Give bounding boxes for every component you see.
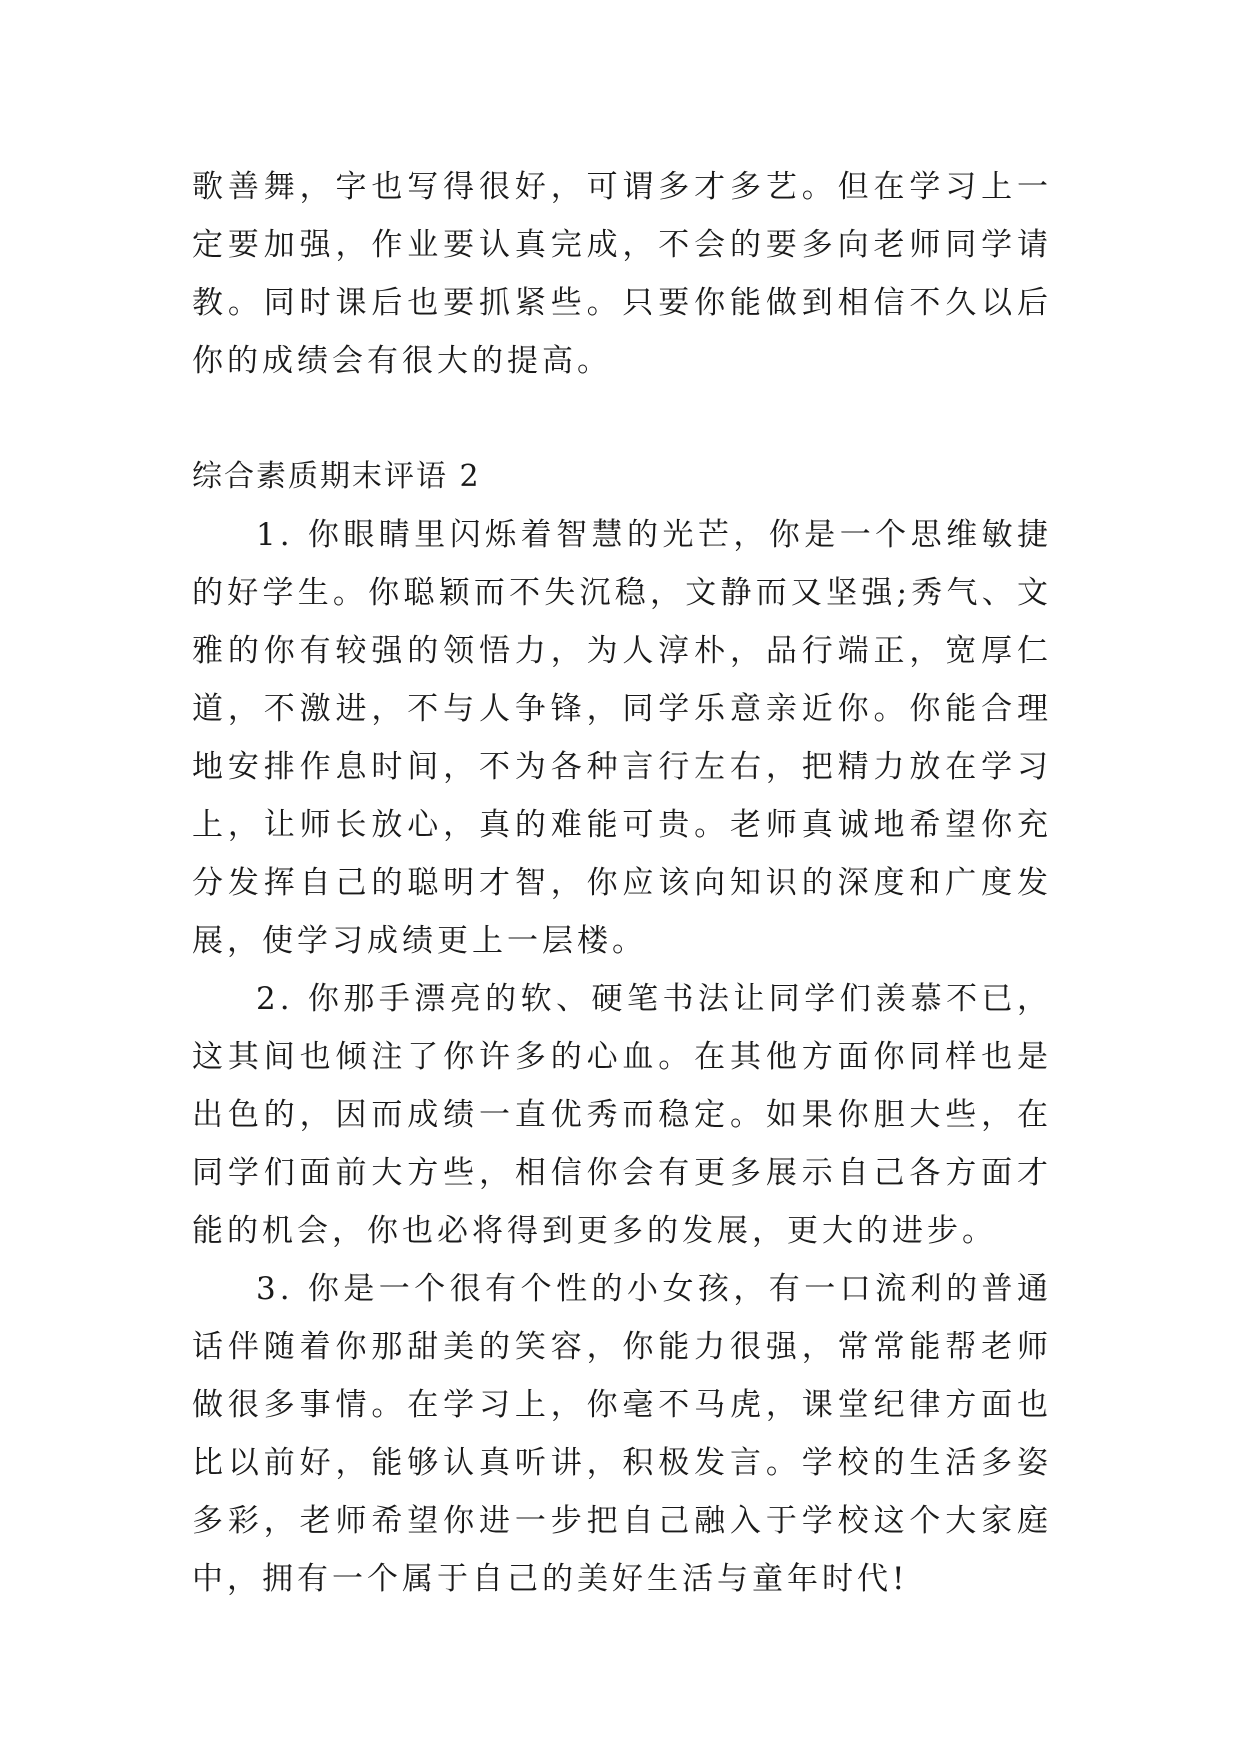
section-title: 综合素质期末评语 2 (192, 459, 481, 494)
document-body (192, 158, 1052, 1608)
continuation-paragraph: 歌善舞，字也写得很好，可谓多才多艺。但在学习上一定要加强，作业要认真完成，不会的要多向老师同学请教。同时课后也要抓紧些。只要你能做到相信不久以后你的成绩会有很大的提高。 (192, 169, 1052, 379)
comment-item-2: 2. 你那手漂亮的软、硬笔书法让同学们羡慕不已，这其间也倾注了你许多的心血。在其他方面你同样也是出色的，因而成绩一直优秀而稳定。如果你胆大些，在同学们面前大方些，相信你会有更多展示自己各方面才能的机会，你也必将得到更多的发展，更大的进步。 (192, 981, 1052, 1249)
comment-item-3: 3. 你是一个很有个性的小女孩，有一口流利的普通话伴随着你那甜美的笑容，你能力很强，常常能帮老师做很多事情。在学习上，你毫不马虎，课堂纪律方面也比以前好，能够认真听讲，积极发言。学校的生活多姿多彩，老师希望你进一步把自己融入于学校这个大家庭中，拥有一个属于自己的美好生活与童年时代! (192, 1271, 1052, 1597)
comment-item-1: 1. 你眼睛里闪烁着智慧的光芒，你是一个思维敏捷的好学生。你聪颖而不失沉稳，文静而又坚强;秀气、文雅的你有较强的领悟力，为人淳朴，品行端正，宽厚仁道，不激进，不与人争锋，同学乐意亲近你。你能合理地安排作息时间，不为各种言行左右，把精力放在学习上，让师长放心，真的难能可贵。老师真诚地希望你充分发挥自己的聪明才智，你应该向知识的深度和广度发展，使学习成绩更上一层楼。 (192, 517, 1052, 959)
